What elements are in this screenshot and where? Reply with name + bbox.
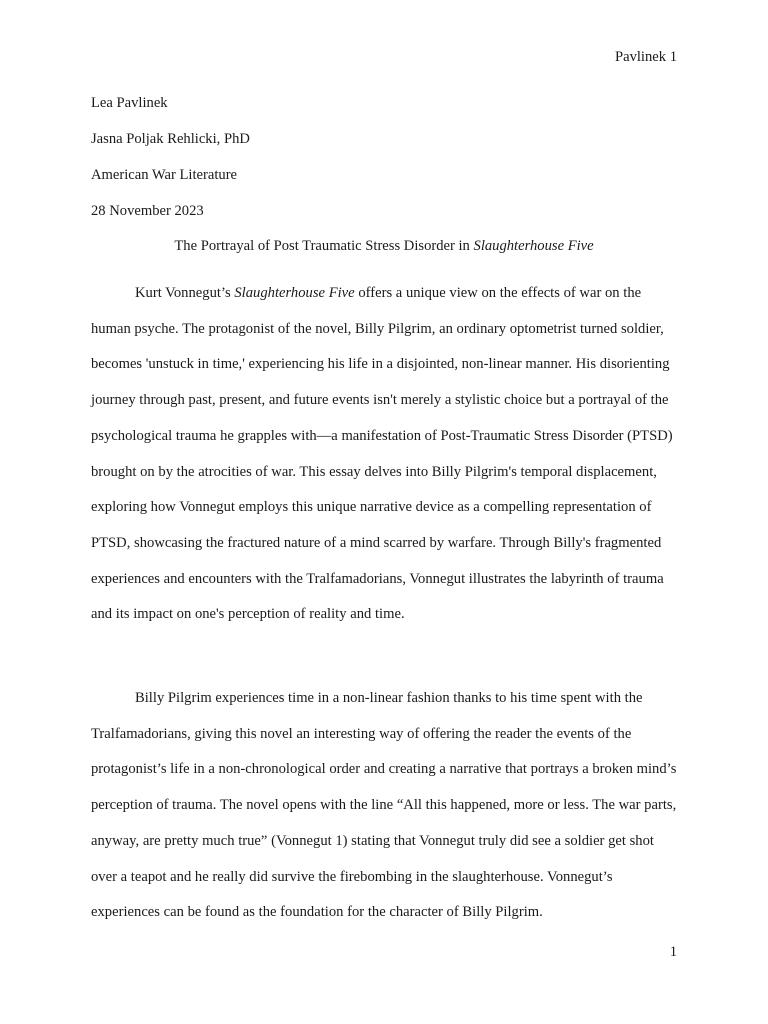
paragraph-1-book-title: Slaughterhouse Five xyxy=(234,285,355,301)
essay-title-book: Slaughterhouse Five xyxy=(473,238,594,254)
paragraph-1-rest: offers a unique view on the effects of war on the human psyche. The protagonist of the novel, Billy Pilgrim, an ordinary optometrist turned soldier, becomes 'unstuck in time,' experiencing his life in a disjointed, non-linear manner. His disorienting journey through past, present, and future events isn't merely a stylistic choice but a portrayal of the psychological trauma he grapples with—a manifestation of Post-Traumatic Stress Disorder (PTSD) brought on by the atrocities of war. This essay delves into Billy Pilgrim's temporal displacement, exploring how Vonnegut employs this unique narrative device as a compelling representation of PTSD, showcasing the fractured nature of a mind scarred by warfare. Through Billy's fragmented experiences and encounters with the Tralfamadorians, Vonnegut illustrates the labyrinth of trauma and its impact on one's perception of reality and time. xyxy=(91,285,673,623)
paragraph-1-lead: Kurt Vonnegut’s xyxy=(135,285,235,301)
essay-title xyxy=(91,236,677,256)
page-number: 1 xyxy=(669,944,677,960)
course-name: American War Literature xyxy=(91,167,238,183)
submission-date: 28 November 2023 xyxy=(91,203,204,219)
essay-title-text: The Portrayal of Post Traumatic Stress Disorder in xyxy=(174,238,474,254)
author-name: Lea Pavlinek xyxy=(91,95,168,111)
body-paragraph-2: Billy Pilgrim experiences time in a non-linear fashion thanks to his time spent with the Tralfamadorians, giving this novel an interesting way of offering the reader the events of the protagonist’s life in a non-chronological order and creating a narrative that portrays a broken mind’s perception of trauma. The novel opens with the line “All this happened, more or less. The war parts, anyway, are pretty much true” (Vonnegut 1) stating that Vonnegut truly did see a soldier get shot over a teapot and he really did survive the firebombing in the slaughterhouse. Vonnegut’s experiences can be found as the foundation for the character of Billy Pilgrim. xyxy=(91,690,677,921)
running-head: Pavlinek 1 xyxy=(614,49,677,65)
body-paragraph-1 xyxy=(91,276,681,633)
instructor-name: Jasna Poljak Rehlicki, PhD xyxy=(91,131,250,147)
